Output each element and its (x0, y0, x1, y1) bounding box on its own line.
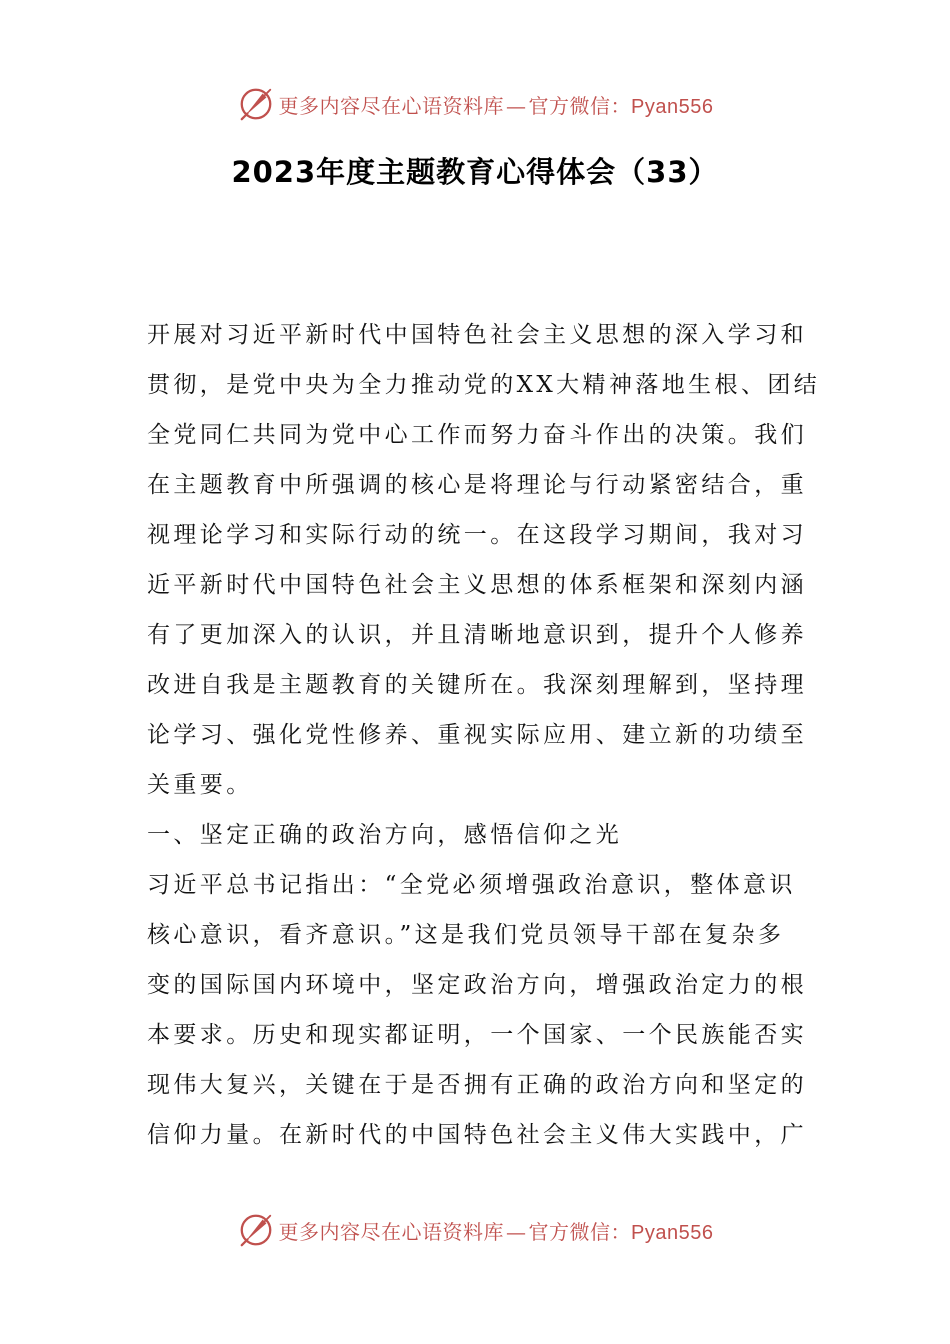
body-line: 改进自我是主题教育的关键所在。我深刻理解到，坚持理 (147, 672, 807, 698)
body-line: 现伟大复兴，关键在于是否拥有正确的政治方向和坚定的 (147, 1072, 807, 1098)
body-line: 变的国际国内环境中，坚定政治方向，增强政治定力的根 (147, 972, 807, 998)
body-line: 论学习、强化党性修养、重视实际应用、建立新的功绩至 (147, 722, 807, 748)
footer-banner-text: 更多内容尽在心语资料库 — 官方微信：Pyan556 (278, 1219, 714, 1244)
quill-logo-icon (237, 1211, 275, 1249)
footer-banner (0, 1210, 950, 1250)
body-line: 在主题教育中所强调的核心是将理论与行动紧密结合，重 (147, 472, 807, 498)
document-body (147, 310, 821, 1160)
body-line: 近平新时代中国特色社会主义思想的体系框架和深刻内涵 (147, 572, 807, 598)
quill-logo-icon (237, 85, 275, 123)
body-line: 信仰力量。在新时代的中国特色社会主义伟大实践中，广 (147, 1122, 807, 1148)
header-banner (0, 84, 950, 124)
header-banner-text: 更多内容尽在心语资料库 — 官方微信：Pyan556 (278, 93, 714, 118)
document-title: 2023年度主题教育心得体会（33） (231, 155, 719, 189)
body-line: 贯彻，是党中央为全力推动党的XX大精神落地生根、团结 (147, 372, 821, 398)
body-line: 视理论学习和实际行动的统一。在这段学习期间，我对习 (147, 522, 807, 548)
body-line: 有了更加深入的认识，并且清晰地意识到，提升个人修养 (147, 622, 807, 648)
body-line: 本要求。历史和现实都证明，一个国家、一个民族能否实 (147, 1022, 807, 1048)
body-line: 一、坚定正确的政治方向，感悟信仰之光 (147, 822, 623, 848)
body-line: 习近平总书记指出：“全党必须增强政治意识，整体意识 (147, 872, 796, 898)
body-line: 开展对习近平新时代中国特色社会主义思想的深入学习和 (147, 322, 807, 348)
body-line: 全党同仁共同为党中心工作而努力奋斗作出的决策。我们 (147, 422, 807, 448)
body-line: 关重要。 (147, 772, 253, 798)
body-line: 核心意识，看齐意识。”这是我们党员领导干部在复杂多 (147, 922, 785, 948)
